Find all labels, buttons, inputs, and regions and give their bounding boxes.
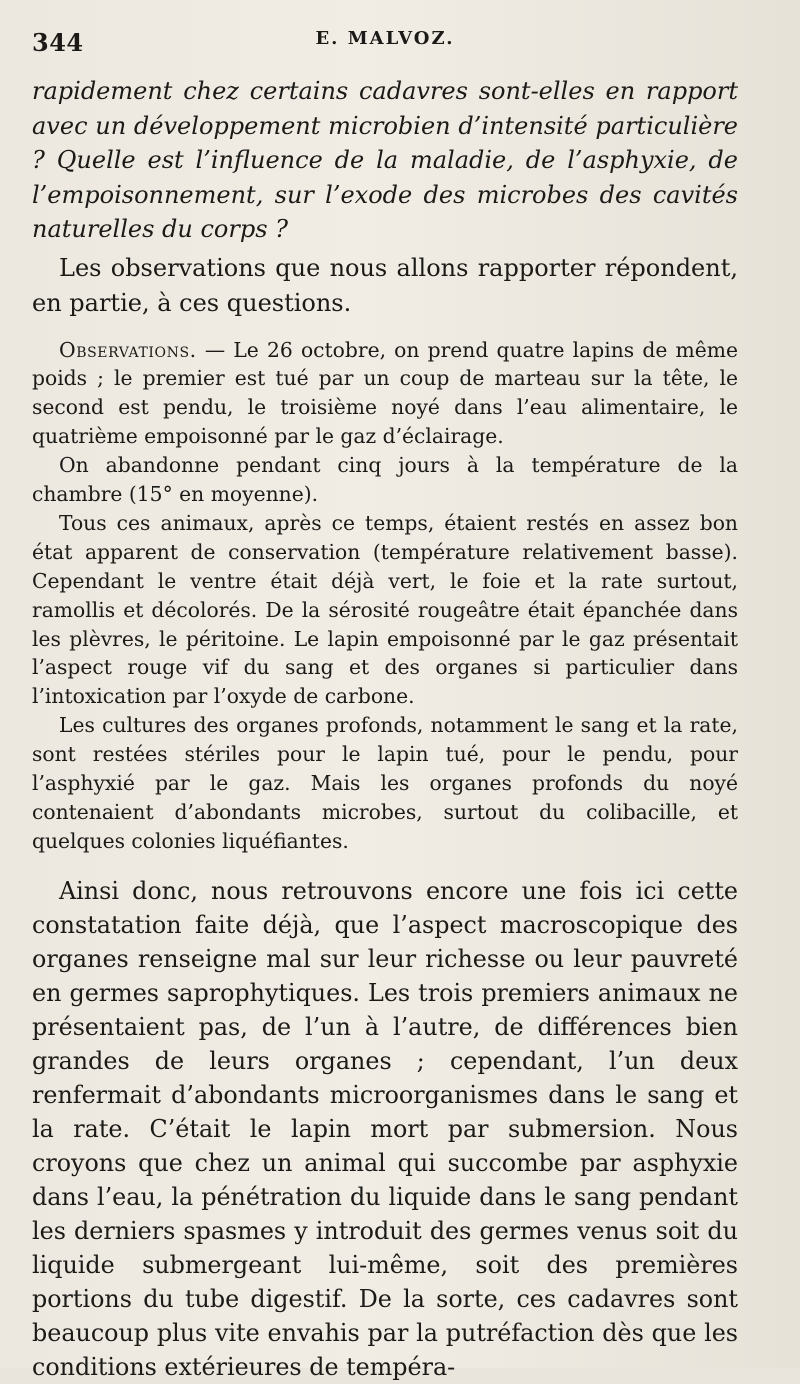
observation-paragraph-2: On abandonne pendant cinq jours à la température de la chambre (15° en moyenne). xyxy=(32,453,738,507)
lead-paragraph xyxy=(32,251,738,321)
observation-paragraph-4: Les cultures des organes profonds, notamment le sang et la rate, sont restées stériles pour le lapin tué, pour le pendu, pour l’asphyxié par le gaz. Mais les organes profonds du noyé contenaient d’abondants microbes, surtout du colibacille, et quelques colonies liquéfiantes. xyxy=(32,713,738,853)
observations-label: Observations. xyxy=(59,337,197,362)
conclusion-paragraph: Ainsi donc, nous retrouvons encore une fois ici cette constatation faite déjà, que l’aspect macroscopique des organes renseigne mal sur leur richesse ou leur pauvreté en germes saprophytiques. Les trois premiers animaux ne présentaient pas, de l’un à l’autre, de différences bien grandes de leurs organes ; cependant, l’un deux renfermait d’abondants microorganismes dans le sang et la rate. C’était le lapin mort par submersion. Nous croyons que chez un animal qui succombe par asphyxie dans l’eau, la pénétration du liquide dans le sang pendant les derniers spasmes y introduit des germes venus soit du liquide submergeant lui-même, soit des premières portions du tube digestif. De la sorte, ces cadavres sont beaucoup plus vite envahis par la putréfaction dès que les conditions extérieures de tempéra- xyxy=(32,876,738,1381)
observation-paragraph-3: Tous ces animaux, après ce temps, étaient restés en assez bon état apparent de conservation (température relativement basse). Cependant le ventre était déjà vert, le foie et la rate surtout, ramollis et décolorés. De la sérosité rougeâtre était épanchée dans les plèvres, le péritoine. Le lapin empoisonné par le gaz présentait l’aspect rouge vif du sang et des organes si particulier dans l’intoxication par l’oxyde de carbone. xyxy=(32,510,738,709)
running-title: E. MALVOZ. xyxy=(315,28,455,49)
lead-text: Les observations que nous allons rapporter répondent, en partie, à ces questions. xyxy=(32,253,738,317)
observation-text-1: — Le 26 octobre, on prend quatre lapins de même poids ; le premier est tué par un coup de marteau sur la tête, le second est pendu, le troisième noyé dans l’eau alimentaire, le quatrième empoisonné par le gaz d’éclairage. xyxy=(32,337,738,449)
running-head xyxy=(32,28,738,74)
conclusion-section xyxy=(32,874,738,1384)
intro-question-paragraph xyxy=(32,74,738,247)
intro-italic-text: rapidement chez certains cadavres sont-elles en rapport avec un développement microbien d’intensité particulière ? Quelle est l’influence de la maladie, de l’asphyxie, de l’empoisonnement, sur l’exode des microbes des cavités naturelles du corps ? xyxy=(32,77,738,243)
observation-paragraph-1 xyxy=(32,336,738,452)
page-number: 344 xyxy=(32,28,84,57)
observations-section xyxy=(32,336,738,856)
